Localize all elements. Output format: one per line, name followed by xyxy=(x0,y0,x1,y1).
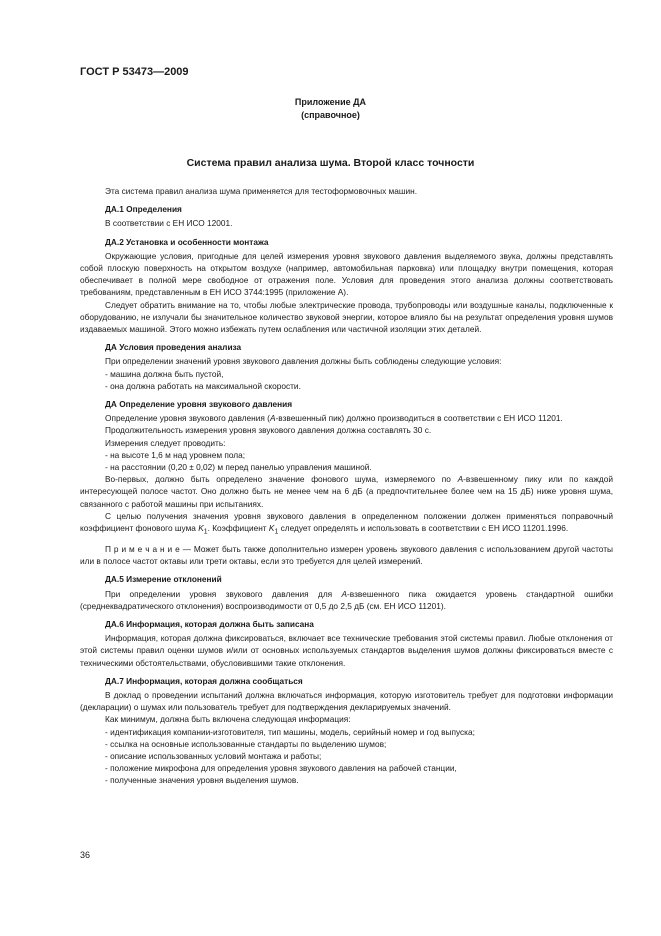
text-run: Определение уровня звукового давления ( xyxy=(105,413,270,424)
page-number: 36 xyxy=(80,850,91,860)
section-7-paragraph-1: В доклад о проведении испытаний должна включаться информация, которую изготовитель требует для подготовки информации (декларации) о шумах или пользователь требует для подтверждения декларируемых значений. xyxy=(80,689,613,713)
section-2-paragraph-1: Окружающие условия, пригодные для целей измерения уровня звукового давления выделяемого звука, должны представлять собой плоскую поверхность на открытом воздухе (например, автомобильная парковка) или площадку внутри помещения, которая обеспечивает в полной мере свободное от отражения поле. Условия для проведения этого анализа должны соответствовать требованиям, представленным в ЕН ИСО 3744:1995 (приложение А). xyxy=(80,250,613,298)
section-6-paragraph: Информация, которая должна фиксироваться, включает все технические требования этой системы правил. Любые отклонения от этой системы правил оценки шумов и/или от основных используемых стандартов выделения шумов должны фиксироваться вместе с техническими обстоятельствами, обусловившими такие отклонения. xyxy=(80,633,613,668)
list-item: - ссылка на основные использованные стандарты по выделению шумов; xyxy=(105,738,387,749)
k1-subscript: 1 xyxy=(203,528,208,536)
note-text: — Может быть также дополнительно измерен уровень звукового давления с использованием другой частоты или в полосе частот октавы или трети октавы, если это требуется для целей измерений. xyxy=(80,543,614,567)
italic-a: А xyxy=(341,588,348,599)
list-item: - полученные значения уровня выделения шумов. xyxy=(105,775,299,786)
standard-number: ГОСТ Р 53473—2009 xyxy=(80,66,189,78)
list-item: - она должна работать на максимальной скорости. xyxy=(105,380,301,391)
list-item: - положение микрофона для определения уровня звукового давления на рабочей станции, xyxy=(105,763,457,774)
appendix-title: Приложение ДА xyxy=(294,97,367,107)
section-4-paragraph-1 xyxy=(80,412,613,424)
text-run: С целью получения значения уровня звукового давления в определенном положении должен применяться поправочный коэффициент фонового шума xyxy=(80,510,613,534)
text-run: -взвешенному пику или по каждой интересующей полосе частот. Оно должно быть не менее чем на 6 дБ (а предпочтительнее более чем на 15 дБ) ниже уровня шума, связанного с работой машины при испытаниях. xyxy=(80,474,613,509)
note-label: П р и м е ч а н и е xyxy=(105,543,180,554)
text-run: Во-первых, должно быть определено значение фонового шума, измеряемого по xyxy=(105,474,458,485)
section-2-paragraph-2: Следует обратить внимание на то, чтобы любые электрические провода, трубопроводы или воздушные каналы, подключенные к оборудованию, не излучали бы значительное количество звуковой энергии, которое влияло бы на результат определения уровня шумов издаваемых машиной. Этого можно избежать путем ослабления или частичной изоляции этих деталей. xyxy=(80,299,613,335)
italic-a: А xyxy=(457,474,464,485)
section-4-paragraph-5 xyxy=(80,510,613,539)
section-4-heading: ДА Определение уровня звукового давления xyxy=(105,399,293,410)
list-item: - описание использованных условий монтажа и работы; xyxy=(105,750,322,761)
list-item: - на высоте 1,6 м над уровнем пола; xyxy=(105,449,246,460)
appendix-subtitle: (справочное) xyxy=(301,110,360,120)
section-5-heading: ДА.5 Измерение отклонений xyxy=(105,574,222,585)
section-4-paragraph-4 xyxy=(80,473,613,510)
section-7-heading: ДА.7 Информация, которая должна сообщаться xyxy=(105,675,303,686)
section-4-paragraph-2: Продолжительность измерения уровня звукового давления должна составлять 30 с. xyxy=(105,425,432,436)
italic-a: А xyxy=(269,413,276,424)
section-7-paragraph-2: Как минимум, должна быть включена следующая информация: xyxy=(105,714,351,725)
section-1-heading: ДА.1 Определения xyxy=(105,204,182,215)
k1-symbol: K xyxy=(268,523,275,534)
text-run: При определении уровня звукового давления для xyxy=(105,588,342,599)
section-1-text: В соответствии с ЕН ИСО 12001. xyxy=(105,218,233,229)
section-4-paragraph-3: Измерения следует проводить: xyxy=(105,437,226,448)
text-run: -взвешенного пика ожидается уровень стандартной ошибки (среднеквадратического отклонения) воспроизводимости от 0,5 до 2,5 дБ (см. ЕН ИСО 11201). xyxy=(80,588,613,611)
text-run: следует определять и использовать в соответствии с ЕН ИСО 11201.1996. xyxy=(278,523,569,534)
intro-paragraph: Эта система правил анализа шума применяется для тестоформовочных машин. xyxy=(105,186,418,196)
section-3-heading: ДА Условия проведения анализа xyxy=(105,342,242,353)
page-title: Система правил анализа шума. Второй класс точности xyxy=(186,157,475,169)
section-3-paragraph: При определении значений уровня звукового давления должны быть соблюдены следующие условия: xyxy=(105,356,502,367)
text-run: -взвешенный пик) должно производиться в соответствии с ЕН ИСО 11201. xyxy=(275,413,563,424)
list-item: - на расстоянии (0,20 ± 0,02) м перед панелью управления машиной. xyxy=(105,462,372,473)
section-5-paragraph xyxy=(80,588,613,612)
section-6-heading: ДА.6 Информация, которая должна быть записана xyxy=(105,618,314,629)
k1-symbol: K xyxy=(198,523,204,534)
list-item: - машина должна быть пустой, xyxy=(105,368,224,379)
body-text xyxy=(80,185,613,787)
section-2-heading: ДА.2 Установка и особенности монтажа xyxy=(105,236,269,247)
list-item: - идентификация компании-изготовителя, тип машины, модель, серийный номер и год выпуска; xyxy=(105,726,475,737)
note-paragraph xyxy=(80,543,613,567)
k1-subscript: 1 xyxy=(274,528,279,536)
text-run: . Коэффициент xyxy=(207,523,269,534)
